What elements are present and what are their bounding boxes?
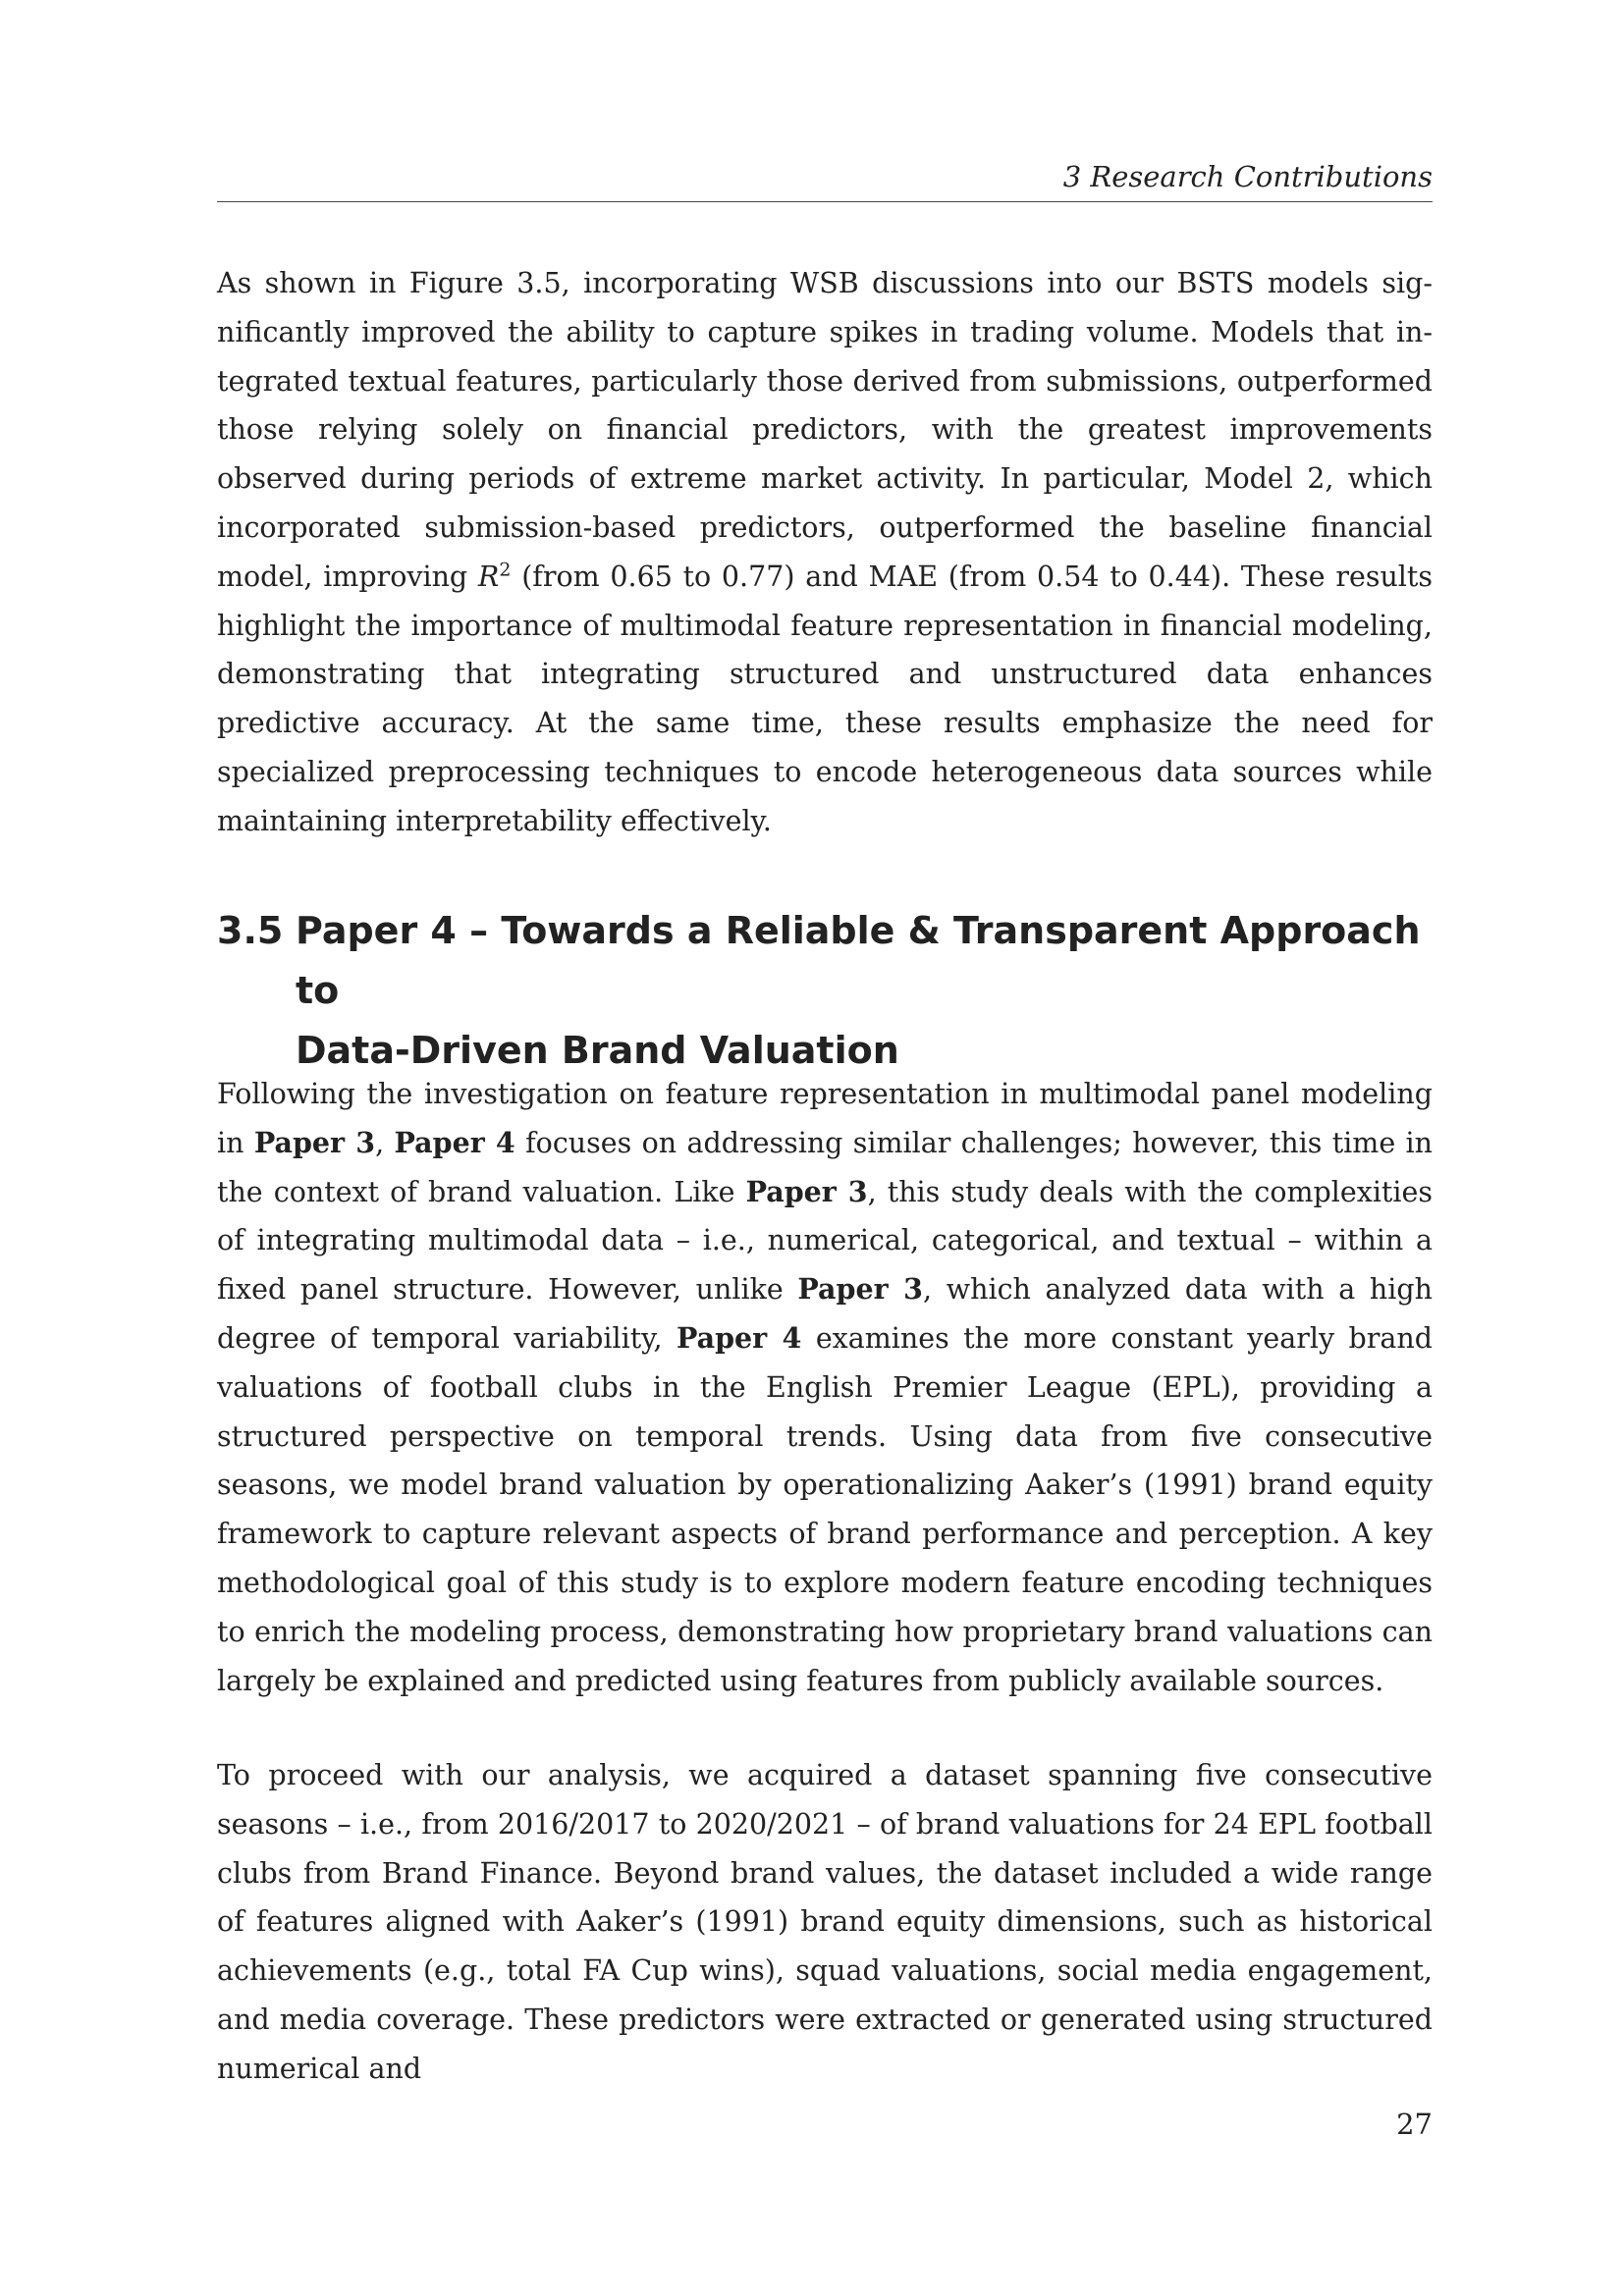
r-squared-exponent: 2: [499, 559, 512, 581]
running-header-title: 3 Research Contributions: [1062, 160, 1433, 193]
section-number: 3.5: [217, 909, 284, 952]
section-title-line-1: Paper 4 – Towards a Reliable & Transparent Approach to: [296, 909, 1421, 1012]
paragraph-2-text-c: focuses on addressing similar challenges; however, this time in the context of brand valuation. Like: [217, 1126, 1434, 1208]
paper-3-reference: Paper 3: [745, 1174, 868, 1208]
paragraph-dataset-description: To proceed with our analysis, we acquired a dataset spanning five consecutive seasons – i.e., from 2016/2017 to 2020/2021 – of brand valuations for 24 EPL football clubs from Brand Finance. Beyond brand values, the dataset included a wide range of features aligned with Aaker’s (1991) brand equity dimensions, such as historical achievements (e.g., total FA Cup wins), squad valuations, social media engagement, and media coverage. These predictors were extracted or generated using structured numerical and: [217, 1759, 1433, 2085]
body-paragraph-3: [217, 1751, 1433, 2094]
section-title-line-2: Data-Driven Brand Valuation: [296, 1029, 899, 1072]
paper-3-reference: Paper 3: [797, 1272, 923, 1307]
running-header: [217, 157, 1433, 202]
paragraph-figure-results: [217, 259, 1433, 846]
page-number: 27: [1396, 2108, 1433, 2141]
body-paragraph-1: [217, 259, 1433, 846]
body-paragraph-2: [217, 1070, 1433, 1705]
paragraph-1-text-a: As shown in Figure 3.5, incorporating WSB discussions into our BSTS models significantly improved the ability to capture spikes in trading volume. Models that integrated textual features, particularly those derived from submissions, outperformed those relying solely on financial predictors, with the greatest improvements observed during periods of extreme market activity. In particular, Model 2, which incorporated submission-based predictors, outperformed the baseline financial model, improving: [217, 267, 1433, 593]
paper-3-reference: Paper 3: [253, 1125, 376, 1159]
paragraph-paper4-overview: [217, 1070, 1433, 1705]
section-heading: [217, 901, 1433, 1081]
r-squared-symbol: R: [477, 560, 500, 593]
paragraph-2-text-f: examines the more constant yearly brand valuations of football clubs in the English Premier League (EPL), providing a structured perspective on temporal trends. Using data from five consecutive seasons, we model brand valuation by operationalizing Aaker’s (1991) brand equity framework to capture relevant aspects of brand performance and perception. A key methodological goal of this study is to explore modern feature encoding techniques to enrich the modeling process, demonstrating how proprietary brand valuations can largely be explained and predicted using features from publicly available sources.: [217, 1321, 1434, 1697]
paragraph-2-text-d: , this study deals with the complexities of integrating multimodal data – i.e., numerical, categorical, and textual – within a fixed panel structure. However, unlike: [217, 1175, 1433, 1307]
paragraph-2-text-a: Following the investigation on feature representation in multimodal panel modeling in: [217, 1078, 1433, 1159]
paragraph-1-text-b: (from 0.65 to 0.77) and MAE (from 0.54 to 0.44). These results highlight the importance of multimodal feature representation in financial modeling, demonstrating that integrating structured and unstructured data enhances predictive accuracy. At the same time, these results emphasize the need for specialized preprocessing techniques to encode heterogeneous data sources while maintaining interpretability effectively.: [217, 560, 1433, 837]
paragraph-2-text-e: , which analyzed data with a high degree of temporal variability,: [217, 1273, 1433, 1355]
paper-4-reference: Paper 4: [394, 1125, 515, 1159]
paragraph-2-text-b: ,: [375, 1126, 395, 1159]
paper-4-reference: Paper 4: [676, 1320, 802, 1355]
